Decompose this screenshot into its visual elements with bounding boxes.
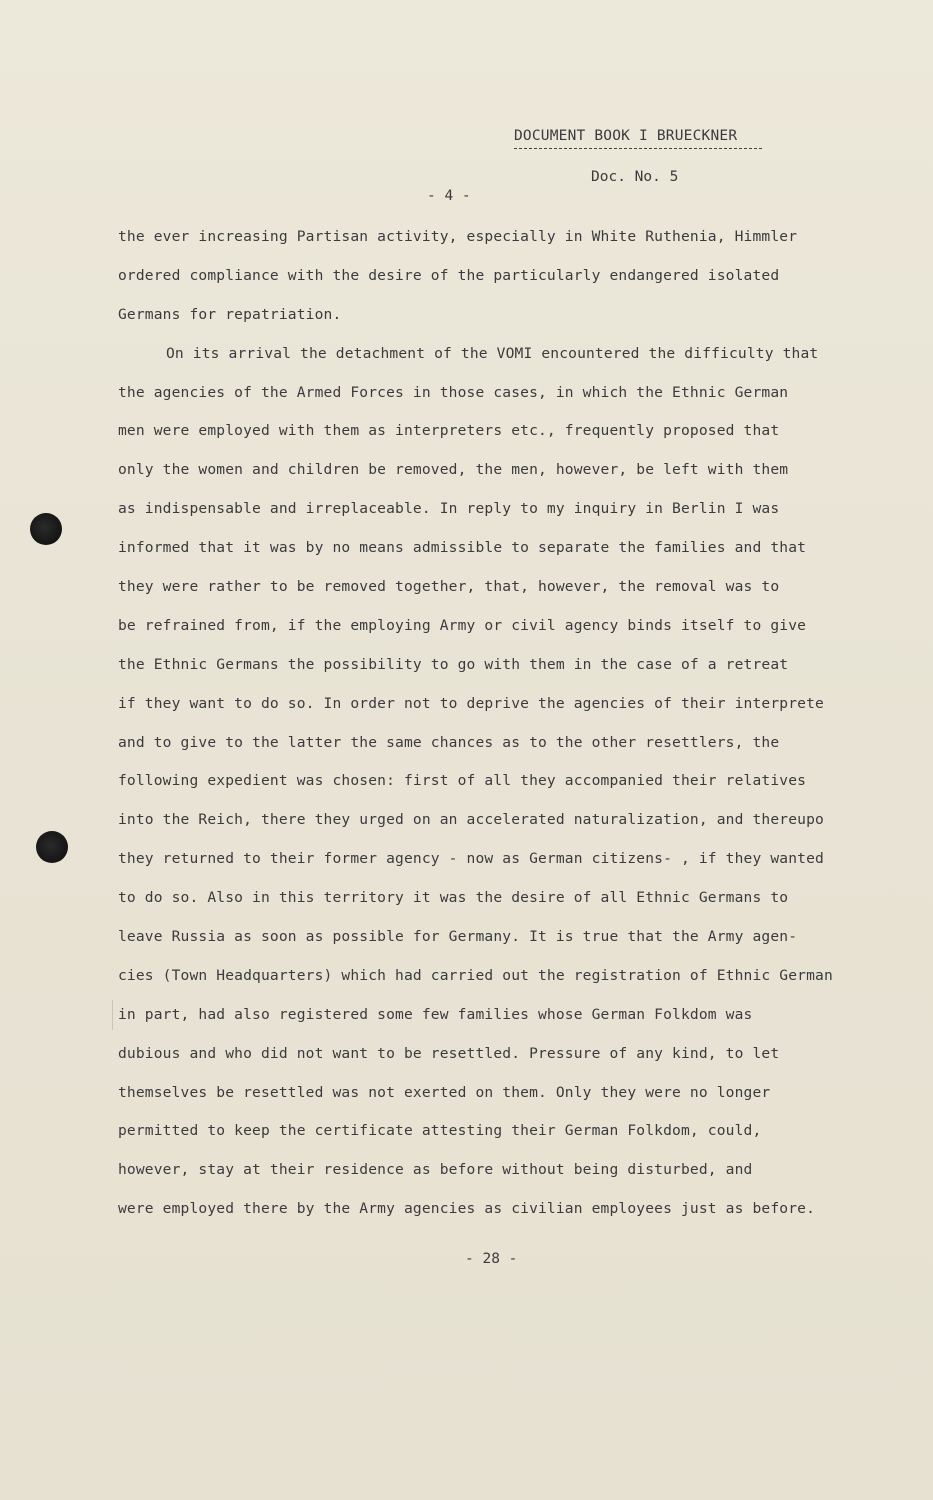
- text-line: however, stay at their residence as before without being disturbed, and: [118, 1161, 753, 1179]
- punch-hole-bottom: [36, 831, 68, 863]
- paragraph-start-line: On its arrival the detachment of the VOMI encountered the difficulty that: [166, 344, 819, 362]
- text-line: in part, had also registered some few families whose German Folkdom was: [118, 1005, 753, 1023]
- text-line: dubious and who did not want to be resettled. Pressure of any kind, to let: [118, 1044, 780, 1062]
- text-line: and to give to the latter the same chances as to the other resettlers, the: [118, 733, 780, 751]
- document-number: Doc. No. 5: [591, 169, 679, 185]
- text-line: were employed there by the Army agencies as civilian employees just as before.: [118, 1200, 816, 1218]
- section-page-marker: - 4 -: [427, 188, 471, 204]
- text-line: to do so. Also in this territory it was the desire of all Ethnic Germans to: [118, 889, 789, 907]
- text-line: into the Reich, there they urged on an accelerated naturalization, and thereupo: [118, 811, 824, 829]
- text-line: the Ethnic Germans the possibility to go with them in the case of a retreat: [118, 655, 789, 673]
- text-line: following expedient was chosen: first of all they accompanied their relatives: [118, 772, 807, 790]
- text-line: leave Russia as soon as possible for Germany. It is true that the Army agen-: [118, 928, 798, 946]
- text-line: be refrained from, if the employing Army or civil agency binds itself to give: [118, 616, 807, 634]
- footer-page-number: - 28 -: [465, 1251, 518, 1267]
- text-line: as indispensable and irreplaceable. In reply to my inquiry in Berlin I was: [118, 500, 780, 518]
- header-underline: [514, 148, 762, 149]
- paper-crease: [112, 1000, 113, 1030]
- text-line: only the women and children be removed, the men, however, be left with them: [118, 461, 789, 479]
- text-line: informed that it was by no means admissible to separate the families and that: [118, 539, 807, 557]
- text-line: they returned to their former agency - now as German citizens- , if they wanted: [118, 850, 824, 868]
- text-line: ordered compliance with the desire of the particularly endangered isolated: [118, 266, 780, 284]
- punch-hole-top: [30, 513, 62, 545]
- text-line: the agencies of the Armed Forces in those cases, in which the Ethnic German: [118, 383, 789, 401]
- text-line: men were employed with them as interpreters etc., frequently proposed that: [118, 422, 780, 440]
- text-line: themselves be resettled was not exerted on them. Only they were no longer: [118, 1083, 771, 1101]
- text-line: cies (Town Headquarters) which had carried out the registration of Ethnic German: [118, 966, 833, 984]
- text-line: Germans for repatriation.: [118, 305, 342, 323]
- text-line: the ever increasing Partisan activity, especially in White Ruthenia, Himmler: [118, 228, 798, 245]
- document-book-title: DOCUMENT BOOK I BRUECKNER: [514, 128, 738, 144]
- document-header: [514, 128, 774, 149]
- document-body: [118, 227, 898, 1238]
- text-line: if they want to do so. In order not to deprive the agencies of their interprete: [118, 694, 824, 712]
- text-line: they were rather to be removed together, that, however, the removal was to: [118, 578, 780, 596]
- text-line: permitted to keep the certificate attesting their German Folkdom, could,: [118, 1122, 762, 1140]
